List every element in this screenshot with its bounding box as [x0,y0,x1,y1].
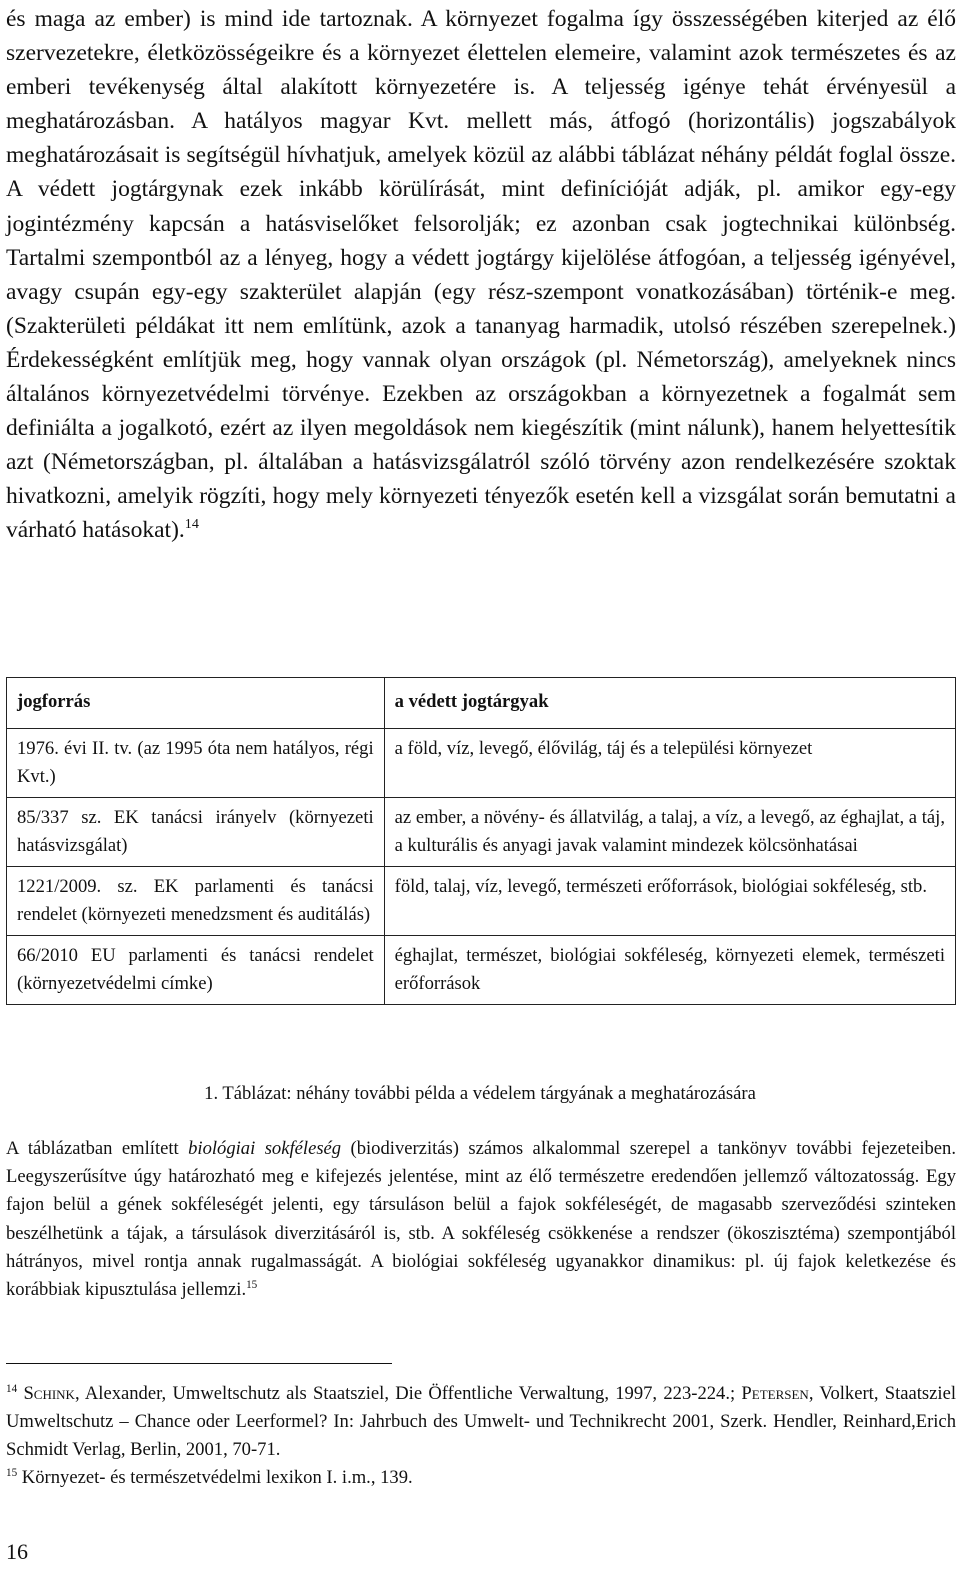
header-vedett-jogtargyak: a védett jogtárgyak [384,678,955,729]
body-paragraph-1 [6,2,956,548]
footnote-text: , Alexander, Umweltschutz als Staatsziel, Die Öffentliche Verwaltung, 1997, 223-224.; [74,1383,742,1404]
table-row [7,729,956,798]
table-cell-protected: a föld, víz, levegő, élővilág, táj és a települési környezet [384,729,955,798]
footnote-ref-15[interactable]: 15 [246,1278,258,1291]
footnote-14 [6,1380,956,1464]
paragraph-1-sentence-2: A teljesség igénye tehát érvényesül a meghatározásban. [6,74,956,135]
table-caption: 1. Táblázat: néhány további példa a védelem tárgyának a meghatározására [204,1083,756,1104]
footnote-author: Schink [23,1383,75,1404]
table-cell-protected: éghajlat, természet, biológiai sokféleség, környezeti elemek, természeti erőforrások [384,936,955,1005]
table-header-row [7,678,956,729]
footnote-text: , Volkert, Staatsziel Umweltschutz – Chance oder Leerformel? In: Jahrbuch des Umwelt- und Technikrecht 2001, Szerk. Hendler, Reinhard,Erich Schmidt Verlag, Berlin, 2001, 70-71. [6,1383,956,1460]
paragraph-2-pre: A táblázatban említett [6,1138,189,1159]
paragraph-1-sentence-3: A hatályos magyar Kvt. mellett más, átfogó (horizontális) jogszabályok meghatározásait is segítségül hívhatjuk, amelyek közül az alábbi táblázat néhány példát foglal össze. A védett jogtárgynak ezek inkább körülírását, mint definícióját adják, pl. amikor egy-egy jogintézmény kapcsán a hatásviselőket felsorolják; ez azonban csak jogtechnikai különbség. Tartalmi szempontból az a lényeg, hogy a védett jogtárgy kijelölése átfogóan, a teljesség igényével, avagy csupán egy-egy szakterület alapján (egy rész-szempont vonatkozásában) történik-e meg. (Szakterületi példákat itt nem említünk, azok a tananyag harmadik, utolsó részében szerepelnek.) Érdekességként említjük meg, hogy vannak olyan országok (pl. Németország), amelyeknek nincs általános környezetvédelmi törvénye. Ezekben az országokban a környezetnek a fogalmát sem definiálta a jogalkotó, ezért az ilyen megoldások nem kiegészítik (mint nálunk), hanem helyettesítik azt (Németországban, pl. általában a hatásvizsgálatról szóló törvény azon rendelkezésére szoktak hivatkozni, amelyik rögzíti, hogy mely környezeti tényezők esetén kell a vizsgálat során bemutatni a várható hatásokat). [6,108,956,544]
paragraph-1-sentence-1: és maga az ember) is mind ide tartoznak. A környezet fogalma így összességében kiterjed az élő szervezetekre, életközösségeikre és a környezet élettelen elemeire, valamint azok természetes és az emberi tevékenység által alakított környezetére is. [6,6,956,101]
table-cell-protected: az ember, a növény- és állatvilág, a talaj, a víz, a levegő, az éghajlat, a táj, a kulturális és anyagi javak valamint mindezek kölcsönhatásai [384,798,955,867]
table-cell-source: 85/337 sz. EK tanácsi irányelv (környezeti hatásvizsgálat) [7,798,385,867]
paragraph-2-italic-term: biológiai sokféleség [188,1138,342,1159]
footnote-separator [6,1363,392,1364]
footnote-author: Petersen [741,1383,809,1404]
footnote-15 [6,1464,956,1492]
table-row [7,867,956,936]
table-row [7,936,956,1005]
table-cell-source: 66/2010 EU parlamenti és tanácsi rendelet (környezetvédelmi címke) [7,936,385,1005]
page-number: 16 [6,1539,28,1564]
footnote-number: 15 [6,1466,18,1479]
table-cell-protected: föld, talaj, víz, levegő, természeti erőforrások, biológiai sokféleség, stb. [384,867,955,936]
footnote-text: Környezet- és természetvédelmi lexikon I. i.m., 139. [17,1467,413,1488]
footnotes [6,1380,956,1492]
body-paragraph-2 [6,1135,956,1304]
table-cell-source: 1976. évi II. tv. (az 1995 óta nem hatályos, régi Kvt.) [7,729,385,798]
legal-sources-table [6,677,956,1005]
header-jogforras: jogforrás [7,678,385,729]
footnote-number: 14 [6,1382,18,1395]
table-row [7,798,956,867]
paragraph-2-post: (biodiverzitás) számos alkalommal szerepel a tankönyv további fejezeteiben. Leegyszerűsítve úgy határozható meg e kifejezés jelentése, mint az élő természetre eredendően jellemző változatosság. Egy fajon belül a gének sokféleségét jelenti, egy társuláson belül a fajok sokféleségét, de magasabb szerveződési szinteken beszélhetünk a tájak, a társulások diverzitásáról is, stb. A sokféleség csökkenése a rendszer (ökoszisztéma) szempontjából hátrányos, mivel rontja annak rugalmasságát. A biológiai sokféleség ugyanakkor dinamikus: pl. új fajok keletkezése és korábbiak kipusztulása jellemzi. [6,1138,956,1301]
table-cell-source: 1221/2009. sz. EK parlamenti és tanácsi rendelet (környezeti menedzsment és auditálás) [7,867,385,936]
footnote-ref-14[interactable]: 14 [184,516,199,533]
